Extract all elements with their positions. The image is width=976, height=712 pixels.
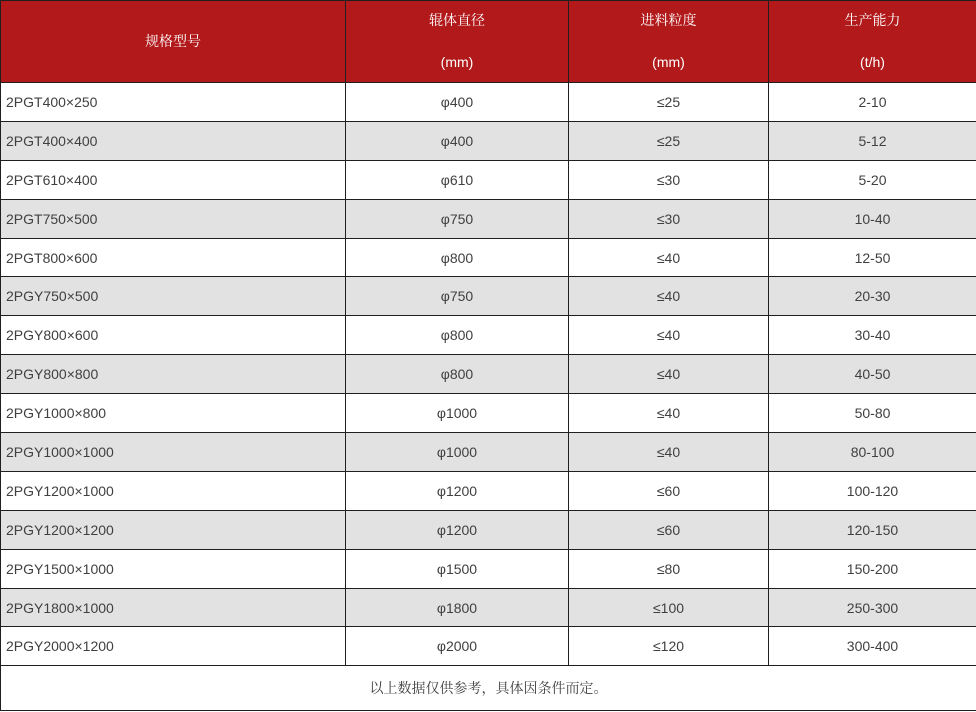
cell-feed-size: ≤40 (569, 316, 769, 355)
cell-feed-size: ≤40 (569, 238, 769, 277)
table-row (1, 160, 976, 199)
table-row (1, 83, 976, 122)
cell-roller-diameter: φ1000 (346, 433, 569, 472)
table-header (1, 1, 976, 83)
cell-capacity: 2-10 (769, 83, 976, 122)
cell-model: 2PGY750×500 (1, 277, 346, 316)
cell-capacity: 80-100 (769, 433, 976, 472)
table-row (1, 394, 976, 433)
table-footnote: 以上数据仅供参考，具体因条件而定。 (1, 666, 976, 711)
cell-model: 2PGT400×250 (1, 83, 346, 122)
cell-roller-diameter: φ1200 (346, 471, 569, 510)
cell-model: 2PGT750×500 (1, 199, 346, 238)
cell-roller-diameter: φ750 (346, 277, 569, 316)
cell-feed-size: ≤60 (569, 510, 769, 549)
cell-capacity: 30-40 (769, 316, 976, 355)
cell-feed-size: ≤40 (569, 394, 769, 433)
cell-model: 2PGY1200×1200 (1, 510, 346, 549)
header-feed-size-unit: (mm) (652, 54, 685, 70)
cell-feed-size: ≤30 (569, 199, 769, 238)
table-row (1, 549, 976, 588)
cell-model: 2PGY800×600 (1, 316, 346, 355)
cell-roller-diameter: φ1000 (346, 394, 569, 433)
cell-roller-diameter: φ800 (346, 316, 569, 355)
header-cell-capacity (769, 1, 976, 83)
header-cell-feed-size (569, 1, 769, 83)
table-row (1, 238, 976, 277)
cell-feed-size: ≤60 (569, 471, 769, 510)
header-row (1, 1, 976, 83)
cell-roller-diameter: φ1200 (346, 510, 569, 549)
cell-model: 2PGT800×600 (1, 238, 346, 277)
header-capacity-unit: (t/h) (860, 54, 885, 70)
header-roller-diameter-unit: (mm) (440, 54, 474, 70)
cell-capacity: 20-30 (769, 277, 976, 316)
cell-feed-size: ≤40 (569, 277, 769, 316)
cell-capacity: 100-120 (769, 471, 976, 510)
table-row (1, 433, 976, 472)
cell-roller-diameter: φ400 (346, 83, 569, 122)
cell-model: 2PGY1800×1000 (1, 588, 346, 627)
table-row (1, 355, 976, 394)
cell-model: 2PGY2000×1200 (1, 627, 346, 666)
cell-capacity: 40-50 (769, 355, 976, 394)
cell-capacity: 300-400 (769, 627, 976, 666)
cell-capacity: 5-20 (769, 160, 976, 199)
cell-roller-diameter: φ1500 (346, 549, 569, 588)
header-capacity-title: 生产能力 (844, 11, 901, 28)
cell-capacity: 120-150 (769, 510, 976, 549)
cell-capacity: 10-40 (769, 199, 976, 238)
cell-roller-diameter: φ1800 (346, 588, 569, 627)
table-row (1, 627, 976, 666)
cell-model: 2PGY1000×800 (1, 394, 346, 433)
cell-feed-size: ≤40 (569, 355, 769, 394)
table-row (1, 199, 976, 238)
table-row (1, 588, 976, 627)
cell-feed-size: ≤25 (569, 83, 769, 122)
cell-model: 2PGT400×400 (1, 121, 346, 160)
header-cell-model (1, 1, 346, 83)
cell-model: 2PGT610×400 (1, 160, 346, 199)
cell-roller-diameter: φ750 (346, 199, 569, 238)
cell-model: 2PGY1000×1000 (1, 433, 346, 472)
table-row (1, 121, 976, 160)
table-row (1, 277, 976, 316)
header-model-title: 规格型号 (145, 32, 201, 49)
table-row (1, 510, 976, 549)
cell-roller-diameter: φ800 (346, 238, 569, 277)
cell-feed-size: ≤80 (569, 549, 769, 588)
table-footer (1, 666, 976, 711)
cell-capacity: 50-80 (769, 394, 976, 433)
cell-capacity: 250-300 (769, 588, 976, 627)
cell-roller-diameter: φ800 (346, 355, 569, 394)
footnote-row (1, 666, 976, 711)
table-row (1, 471, 976, 510)
cell-feed-size: ≤100 (569, 588, 769, 627)
table-row (1, 316, 976, 355)
header-cell-roller-diameter (346, 1, 569, 83)
cell-feed-size: ≤30 (569, 160, 769, 199)
cell-capacity: 150-200 (769, 549, 976, 588)
header-roller-diameter-title: 辊体直径 (429, 11, 485, 28)
cell-model: 2PGY800×800 (1, 355, 346, 394)
cell-capacity: 5-12 (769, 121, 976, 160)
cell-capacity: 12-50 (769, 238, 976, 277)
header-feed-size-title: 进料粒度 (640, 11, 697, 28)
cell-model: 2PGY1500×1000 (1, 549, 346, 588)
cell-roller-diameter: φ610 (346, 160, 569, 199)
cell-roller-diameter: φ2000 (346, 627, 569, 666)
cell-feed-size: ≤40 (569, 433, 769, 472)
cell-feed-size: ≤120 (569, 627, 769, 666)
cell-feed-size: ≤25 (569, 121, 769, 160)
cell-roller-diameter: φ400 (346, 121, 569, 160)
spec-table-body (1, 83, 976, 666)
cell-model: 2PGY1200×1000 (1, 471, 346, 510)
